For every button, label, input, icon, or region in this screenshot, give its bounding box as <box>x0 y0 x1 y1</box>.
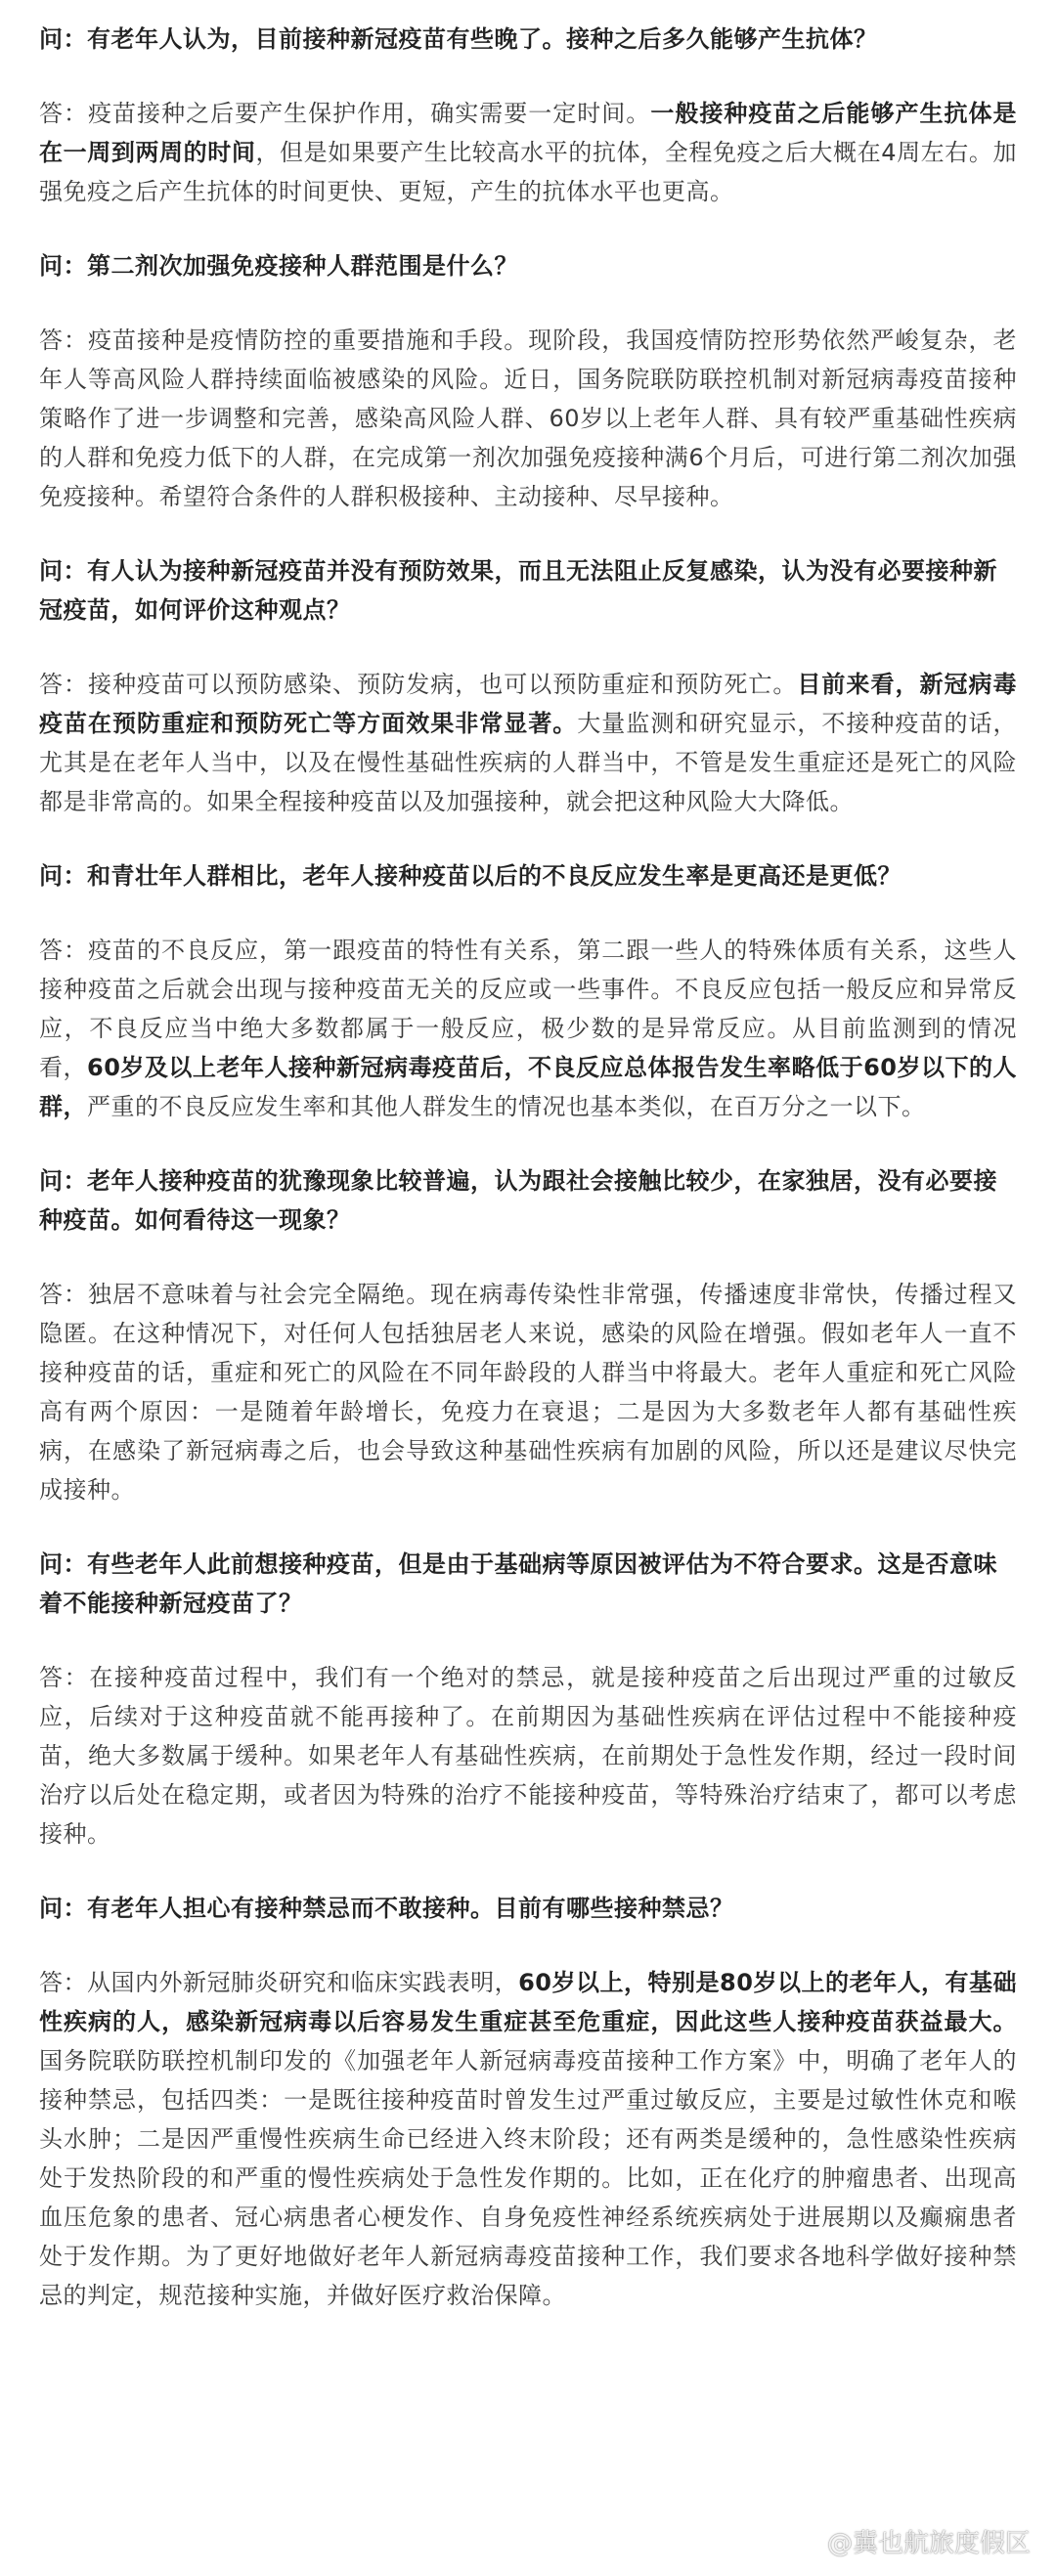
answer-segment: 国务院联防联控机制印发的《加强老年人新冠病毒疫苗接种工作方案》中，明确了老年人的接种禁忌，包括四类：一是既往接种疫苗时曾发生过严重过敏反应，主要是过敏性休克和喉头水肿；二是因严重慢性疾病生命已经进入终末阶段；还有两类是缓种的，急性感染性疾病处于发热阶段的和严重的慢性疾病处于急性发作期的。比如，正在化疗的肿瘤患者、出现高血压危象的患者、冠心病患者心梗发作、自身免疫性神经系统疾病处于进展期以及癫痫患者处于发作期。为了更好地做好老年人新冠病毒疫苗接种工作，我们要求各地科学做好接种禁忌的判定，规范接种实施，并做好医疗救治保障。 <box>39 2047 1017 2309</box>
question-text: 问：第二剂次加强免疫接种人群范围是什么？ <box>39 252 518 280</box>
answer-segment-bold: 目前来看，新冠病毒疫苗在预防重症和预防死亡等方面效果非常显著。 <box>39 671 1018 737</box>
answer-text <box>39 665 1017 821</box>
weibo-logo-icon <box>782 2529 819 2558</box>
answer-segment: 答：疫苗的不良反应，第一跟疫苗的特性有关系，第二跟一些人的特殊体质有关系，这些人接种疫苗之后就会出现与接种疫苗无关的反应或一些事件。不良反应包括一般反应和异常反应，不良反应当中绝大多数都属于一般反应，极少数的是异常反应。从目前监测到的情况看， <box>39 937 1017 1081</box>
question-text: 问：有人认为接种新冠疫苗并没有预防效果，而且无法阻止反复感染，认为没有必要接种新冠疫苗，如何评价这种观点？ <box>39 557 997 624</box>
answer-segment: 答：疫苗接种之后要产生保护作用，确实需要一定时间。 <box>39 100 651 127</box>
answer-segment-bold: 60岁以上，特别是80岁以上的老年人，有基础性疾病的人，感染新冠病毒以后容易发生重症甚至危重症，因此这些人接种疫苗获益最大。 <box>39 1969 1018 2035</box>
answer-text <box>39 94 1017 211</box>
answer-text <box>39 931 1017 1126</box>
qa-item <box>39 1161 1017 1509</box>
answer-segment: 答：接种疫苗可以预防感染、预防发病，也可以预防重症和预防死亡。 <box>39 671 798 698</box>
answer-segment: ，但是如果要产生比较高水平的抗体，全程免疫之后大概在4周左右。加强免疫之后产生抗体的时间更快、更短，产生的抗体水平也更高。 <box>39 139 1017 205</box>
answer-segment: 答：在接种疫苗过程中，我们有一个绝对的禁忌，就是接种疫苗之后出现过严重的过敏反应，后续对于这种疫苗就不能再接种了。在前期因为基础性疾病在评估过程中不能接种疫苗，绝大多数属于缓种。如果老年人有基础性疾病，在前期处于急性发作期，经过一段时间治疗以后处在稳定期，或者因为特殊的治疗不能接种疫苗，等特殊治疗结束了，都可以考虑接种。 <box>39 1664 1017 1848</box>
watermark <box>782 2529 1031 2558</box>
answer-text <box>39 1963 1017 2315</box>
answer-segment-bold: 60岁及以上老年人接种新冠病毒疫苗后，不良反应总体报告发生率略低于60岁以下的人群， <box>39 1054 1018 1120</box>
answer-segment: 答：疫苗接种是疫情防控的重要措施和手段。现阶段，我国疫情防控形势依然严峻复杂，老年人等高风险人群持续面临被感染的风险。近日，国务院联防联控机制对新冠病毒疫苗接种策略作了进一步调整和完善，感染高风险人群、60岁以上老年人群、具有较严重基础性疾病的人群和免疫力低下的人群，在完成第一剂次加强免疫接种满6个月后，可进行第二剂次加强免疫接种。希望符合条件的人群积极接种、主动接种、尽早接种。 <box>39 327 1017 510</box>
answer-segment: 答：独居不意味着与社会完全隔绝。现在病毒传染性非常强，传播速度非常快，传播过程又隐匿。在这种情况下，对任何人包括独居老人来说，感染的风险在增强。假如老年人一直不接种疫苗的话，重症和死亡的风险在不同年龄段的人群当中将最大。老年人重症和死亡风险高有两个原因：一是随着年龄增长，免疫力在衰退；二是因为大多数老年人都有基础性疾病，在感染了新冠病毒之后，也会导致这种基础性疾病有加剧的风险，所以还是建议尽快完成接种。 <box>39 1281 1017 1504</box>
qa-item <box>39 20 1017 211</box>
answer-segment: 答：从国内外新冠肺炎研究和临床实践表明， <box>39 1969 519 1996</box>
question-text: 问：老年人接种疫苗的犹豫现象比较普遍，认为跟社会接触比较少，在家独居，没有必要接种疫苗。如何看待这一现象？ <box>39 1167 997 1234</box>
question-text: 问：有老年人担心有接种禁忌而不敢接种。目前有哪些接种禁忌？ <box>39 1895 734 1922</box>
answer-text <box>39 1275 1017 1509</box>
qa-item <box>39 856 1017 1126</box>
answer-segment: 大量监测和研究显示，不接种疫苗的话，尤其是在老年人当中，以及在慢性基础性疾病的人群当中，不管是发生重症还是死亡的风险都是非常高的。如果全程接种疫苗以及加强接种，就会把这种风险大大降低。 <box>39 710 1017 815</box>
qa-item <box>39 1545 1017 1854</box>
answer-text <box>39 1658 1017 1854</box>
question-text: 问：有老年人认为，目前接种新冠疫苗有些晚了。接种之后多久能够产生抗体？ <box>39 25 878 53</box>
watermark-text: @冀也航旅度假区 <box>826 2529 1031 2558</box>
question-text: 问：有些老年人此前想接种疫苗，但是由于基础病等原因被评估为不符合要求。这是否意味着不能接种新冠疫苗了？ <box>39 1550 997 1617</box>
qa-item <box>39 551 1017 821</box>
answer-text <box>39 321 1017 516</box>
qa-item <box>39 1889 1017 2315</box>
answer-segment: 严重的不良反应发生率和其他人群发生的情况也基本类似，在百万分之一以下。 <box>87 1093 926 1120</box>
question-text: 问：和青壮年人群相比，老年人接种疫苗以后的不良反应发生率是更高还是更低？ <box>39 862 902 890</box>
answer-segment-bold: 一般接种疫苗之后能够产生抗体是在一周到两周的时间 <box>39 100 1018 166</box>
qa-item <box>39 246 1017 516</box>
